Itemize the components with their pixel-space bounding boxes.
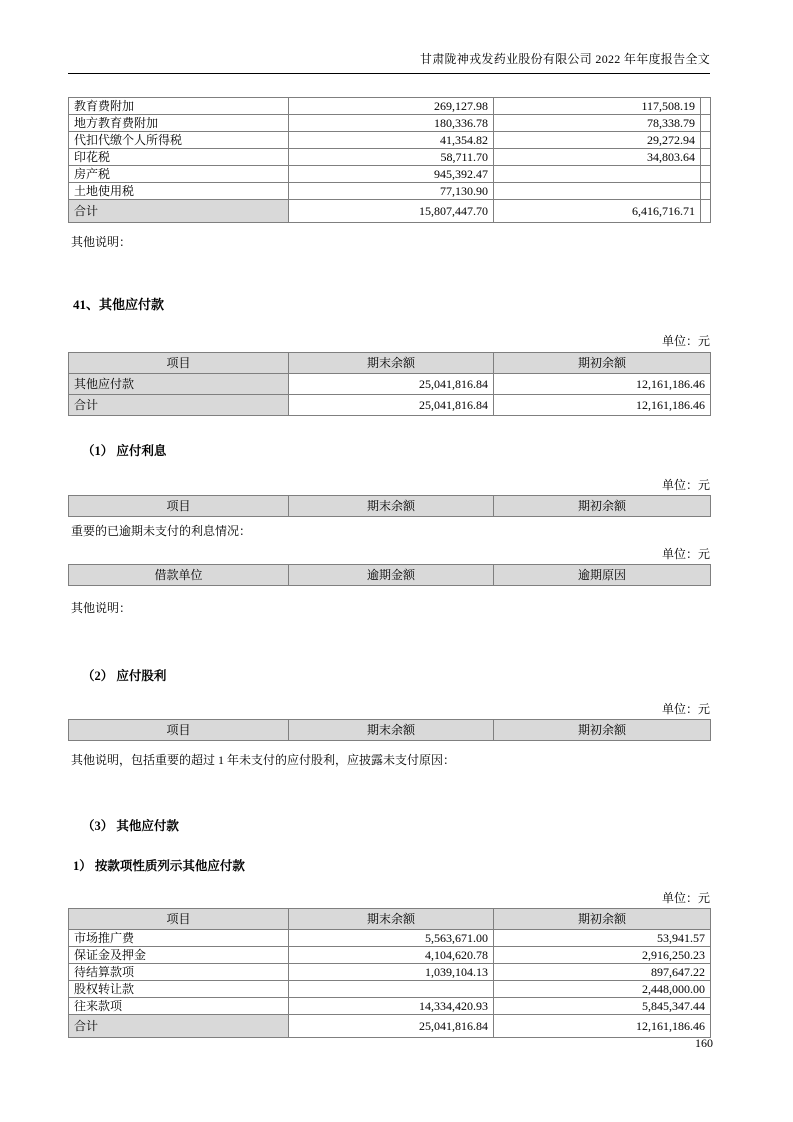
header-cell-item: 项目	[69, 909, 289, 930]
header-row	[69, 720, 711, 741]
cell-item: 合计	[69, 1015, 289, 1038]
overdue-interest-table	[68, 564, 711, 586]
cell-opening-balance	[494, 166, 701, 183]
cell-item: 合计	[69, 200, 289, 223]
cell-item: 房产税	[69, 166, 289, 183]
section-41-title: 41、其他应付款	[73, 297, 165, 312]
cell-opening-balance	[494, 183, 701, 200]
header-cell-overdue-amount: 逾期金额	[289, 565, 494, 586]
unit-label: 单位：元	[661, 702, 710, 716]
overdue-interest-note: 重要的已逾期未支付的利息情况：	[71, 524, 252, 538]
by-nature-title: 1） 按款项性质列示其他应付款	[73, 859, 245, 873]
cell-item: 印花税	[69, 149, 289, 166]
tax-surcharge-table	[68, 97, 711, 223]
table-row	[69, 98, 711, 115]
cell-item: 市场推广费	[69, 930, 289, 947]
cell-closing-balance: 4,104,620.78	[289, 947, 494, 964]
cell-opening-balance: 78,338.79	[494, 115, 701, 132]
cell-opening-balance: 53,941.57	[494, 930, 711, 947]
cell-empty	[701, 166, 711, 183]
subsection-2-title: （2） 应付股利	[82, 669, 167, 683]
payables-by-nature-table	[68, 908, 711, 1038]
header-row	[69, 496, 711, 517]
unit-label: 单位：元	[661, 547, 710, 561]
dividends-note: 其他说明，包括重要的超过 1 年未支付的应付股利，应披露未支付原因：	[71, 753, 456, 767]
cell-closing-balance: 269,127.98	[289, 98, 494, 115]
page-number: 160	[695, 1036, 713, 1050]
cell-opening-balance: 29,272.94	[494, 132, 701, 149]
header-cell-overdue-reason: 逾期原因	[494, 565, 711, 586]
cell-item: 合计	[69, 395, 289, 416]
header-cell-opening: 期初余额	[494, 720, 711, 741]
cell-closing-balance: 14,334,420.93	[289, 998, 494, 1015]
cell-empty	[701, 183, 711, 200]
total-row	[69, 1015, 711, 1038]
header-row	[69, 353, 711, 374]
cell-item: 股权转让款	[69, 981, 289, 998]
cell-closing-balance: 180,336.78	[289, 115, 494, 132]
header-cell-closing: 期末余额	[289, 909, 494, 930]
total-row	[69, 395, 711, 416]
cell-closing-balance: 5,563,671.00	[289, 930, 494, 947]
cell-closing-balance: 1,039,104.13	[289, 964, 494, 981]
interest-payable-table	[68, 495, 711, 517]
cell-closing-balance: 25,041,816.84	[289, 395, 494, 416]
cell-empty	[701, 132, 711, 149]
subsection-3-title: （3） 其他应付款	[82, 819, 179, 833]
other-payables-summary-table	[68, 352, 711, 416]
header-row	[69, 909, 711, 930]
cell-item: 其他应付款	[69, 374, 289, 395]
table-row	[69, 149, 711, 166]
cell-empty	[701, 200, 711, 223]
header-cell-closing: 期末余额	[289, 353, 494, 374]
unit-label: 单位：元	[661, 891, 710, 905]
header-cell-opening: 期初余额	[494, 909, 711, 930]
cell-item: 土地使用税	[69, 183, 289, 200]
other-notes-text: 其他说明：	[71, 601, 132, 615]
cell-opening-balance: 12,161,186.46	[494, 374, 711, 395]
cell-opening-balance: 12,161,186.46	[494, 1015, 711, 1038]
header-cell-closing: 期末余额	[289, 496, 494, 517]
cell-item: 待结算款项	[69, 964, 289, 981]
total-row	[69, 200, 711, 223]
header-cell-opening: 期初余额	[494, 496, 711, 517]
header-cell-item: 项目	[69, 720, 289, 741]
cell-opening-balance: 117,508.19	[494, 98, 701, 115]
cell-opening-balance: 5,845,347.44	[494, 998, 711, 1015]
header-cell-opening: 期初余额	[494, 353, 711, 374]
cell-opening-balance: 34,803.64	[494, 149, 701, 166]
document-header-title: 甘肃陇神戎发药业股份有限公司 2022 年年度报告全文	[68, 50, 710, 74]
cell-closing-balance: 77,130.90	[289, 183, 494, 200]
header-cell-closing: 期末余额	[289, 720, 494, 741]
table-row	[69, 132, 711, 149]
cell-item: 保证金及押金	[69, 947, 289, 964]
cell-item: 往来款项	[69, 998, 289, 1015]
cell-closing-balance: 58,711.70	[289, 149, 494, 166]
cell-opening-balance: 12,161,186.46	[494, 395, 711, 416]
header-cell-item: 项目	[69, 496, 289, 517]
table-row	[69, 930, 711, 947]
table-row	[69, 964, 711, 981]
table-row	[69, 166, 711, 183]
cell-opening-balance: 897,647.22	[494, 964, 711, 981]
unit-label: 单位：元	[661, 478, 710, 492]
table-row	[69, 374, 711, 395]
cell-opening-balance: 2,916,250.23	[494, 947, 711, 964]
table-row	[69, 998, 711, 1015]
cell-closing-balance: 945,392.47	[289, 166, 494, 183]
subsection-1-title: （1） 应付利息	[82, 444, 167, 458]
cell-item: 地方教育费附加	[69, 115, 289, 132]
table-row	[69, 115, 711, 132]
table-row	[69, 183, 711, 200]
cell-closing-balance	[289, 981, 494, 998]
header-cell-item: 项目	[69, 353, 289, 374]
cell-empty	[701, 115, 711, 132]
cell-item: 教育费附加	[69, 98, 289, 115]
header-cell-borrower: 借款单位	[69, 565, 289, 586]
cell-opening-balance: 2,448,000.00	[494, 981, 711, 998]
other-notes-text: 其他说明：	[71, 235, 132, 249]
cell-closing-balance: 41,354.82	[289, 132, 494, 149]
header-row	[69, 565, 711, 586]
cell-closing-balance: 15,807,447.70	[289, 200, 494, 223]
cell-item: 代扣代缴个人所得税	[69, 132, 289, 149]
cell-closing-balance: 25,041,816.84	[289, 374, 494, 395]
cell-empty	[701, 98, 711, 115]
unit-label: 单位：元	[661, 334, 710, 348]
table-row	[69, 981, 711, 998]
dividends-payable-table	[68, 719, 711, 741]
cell-opening-balance: 6,416,716.71	[494, 200, 701, 223]
table-row	[69, 947, 711, 964]
page-content	[68, 50, 710, 1038]
cell-closing-balance: 25,041,816.84	[289, 1015, 494, 1038]
cell-empty	[701, 149, 711, 166]
